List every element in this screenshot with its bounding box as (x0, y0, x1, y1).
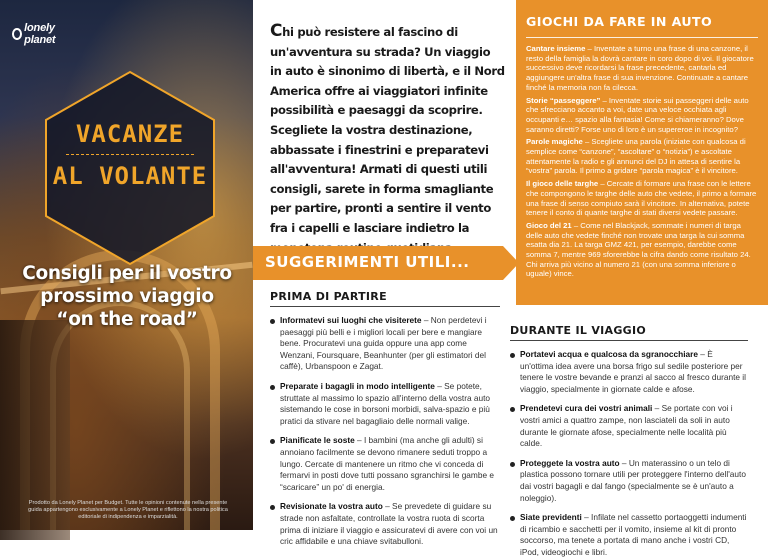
list-item (270, 381, 500, 427)
item-text: – Se prevedete di guidare su strade non asfaltate, controllate la vostra ruota di scorta prima di iniziare il viaggio e assicuratevi di avere con voi un cric affidabile e una chiave svitabulloni. (280, 501, 498, 547)
games-box (516, 0, 768, 305)
prima-heading: PRIMA DI PARTIRE (270, 290, 500, 307)
list-item (270, 315, 500, 373)
intro-text: hi può resistere al fascino di un'avventura su strada? Un viaggio in auto è sinonimo di libertà, e il Nord America offre ai viaggiatori infinite possibilità e paesaggi da scoprire. Scegliete la vostra destinazione, abbassate i finestrini e preparatevi all'avventura! Armati di questi utili consigli, sarete in forma smagliante per partire, pronti a sentire il vento fra i capelli e lasciare indietro la (270, 25, 505, 235)
list-item (270, 501, 500, 547)
game-item (526, 44, 758, 93)
game-item (526, 96, 758, 135)
game-title: Il gioco delle targhe (526, 179, 599, 189)
cover-title-line1: VACANZE (75, 120, 185, 148)
item-text: – I bambini (ma anche gli adulti) si annoiano facilmente se devono rimanere seduti troppo a lungo. Cercate di mantenere un ritmo che vi conceda di fermarvi in posti dove tutti possano sgranchirsi le gambe e “scaricare” un po' di energia. (280, 435, 494, 492)
item-text: – È un'ottima idea avere una borsa frigo sul sedile posteriore per tenere le vostre bevande e pranzi al sacco al fresco durante il viaggio, specialmente in giornate calde e afose. (520, 349, 746, 394)
globe-icon (12, 28, 22, 40)
game-text: – Scegliete una parola (iniziate con qualcosa di semplice come “canzone”, “ascoltare” o “notizia”) e ascoltate attentamente la radio e gli annunci del DJ in attesa di sentire la “vostra” parola. Il primo a gridare “parola magica” è il vincitore. (526, 137, 746, 176)
game-item (526, 137, 758, 176)
item-title: Siate previdenti (520, 512, 582, 523)
list-item (510, 512, 748, 558)
games-heading: GIOCHI DA FARE IN AUTO (526, 14, 758, 38)
game-title: Parole magiche (526, 137, 583, 147)
item-title: Pianificate le soste (280, 435, 355, 446)
item-title: Proteggete la vostra auto (520, 457, 620, 468)
item-title: Revisionate la vostra auto (280, 501, 383, 512)
game-text: – Cercate di formare una frase con le lettere che compongono le targhe delle auto che vedete, il primo a formare una frase di senso compiuto sarà il vincitore. In alternativa, potete tenere il conto di quante targhe di stati diversi vedete passare. (526, 179, 757, 218)
game-title: Storie “passeggere” (526, 95, 601, 105)
item-text: – Infilate nel cassetto portaoggetti indumenti di ricambio e sacchetti per il vomito, insieme al kit di pronto soccorso, ma tenete a portata di mano anche i vostri CD, iPod, videogiochi e libri. (520, 512, 747, 557)
cover-panel (0, 0, 253, 530)
item-text: – Un materassino o un telo di plastica possono tornare utili per proteggere l'interno dell'auto dai vostri bagagli e dal fango (specialmente se è un'auto a noleggio). (520, 457, 746, 503)
durante-heading: DURANTE IL VIAGGIO (510, 324, 748, 341)
item-title: Informatevi sui luoghi che visiterete (280, 315, 422, 325)
tips-banner (253, 246, 503, 280)
cover-tagline: Consigli per il vostro prossimo viaggio “on the road” (22, 263, 232, 330)
cover-disclaimer: Prodotto da Lonely Planet per Budget. Tutte le opinioni contenute nella presente guida appartengono esclusivamente a Lonely Planet e riflettono la nostra politica editoriale di indipendenza e imparzialità. (28, 500, 228, 520)
game-title: Gioco del 21 (526, 220, 572, 230)
durante-list (510, 349, 748, 559)
bridge-arch-inner-illustration (50, 300, 190, 530)
intro-drop-letter: C (270, 21, 283, 41)
list-item (510, 349, 748, 395)
prima-list (270, 315, 500, 548)
lonely-planet-logo (12, 14, 74, 54)
title-hexagon (44, 70, 216, 266)
intro-paragraph (270, 22, 505, 258)
game-title: Cantare insieme (526, 44, 586, 53)
item-title: Preparate i bagagli in modo intelligente (280, 380, 435, 391)
section-prima-di-partire (270, 290, 500, 548)
item-text: – Non perdetevi i paesaggi più belli e i migliori locali per bere e mangiare bene. Procuratevi una guida oppure una app come Wenzani, Foursquare, Beanhunter (per gli estimatori del caffè), Urbanspoon e Zagat. (280, 315, 487, 372)
logo-text: lonely planet (24, 22, 56, 46)
game-item (526, 221, 758, 279)
section-durante-il-viaggio (510, 324, 748, 559)
item-text: – Se portate con voi i vostri amici a quattro zampe, non lasciateli da soli in auto durante le giornate afose, specialmente nelle località più calde. (520, 403, 733, 449)
list-item (510, 458, 748, 504)
title-divider (66, 154, 194, 155)
list-item (270, 435, 500, 493)
list-item (510, 403, 748, 449)
item-title: Portatevi acqua e qualcosa da sgranocchiare (520, 349, 698, 359)
cover-title-line2: AL VOLANTE (52, 162, 208, 190)
game-text: – Come nel Blackjack, sommate i numeri di targa delle auto che vedete finché non trovate una targa la cui somma esatta dia 21. La targa GMZ 421, per esempio, darebbe come somma 7, mentre 969 sforerebbe la cifra dando come risultato 24. Chi arriva più vicino al numero 21 (con una somma inferiore o uguale) vince. (526, 220, 751, 279)
item-text: – Se potete, struttate al massimo lo spazio all'interno della vostra auto sistemando le cose in borsoni morbidi, salva-spazio e più pratici da stivare nel bagagliaio delle normali valige. (280, 380, 491, 426)
item-title: Prendetevi cura dei vostri animali (520, 403, 653, 414)
game-item (526, 179, 758, 218)
game-text: – Inventate a turno una frase di una canzone, il resto della famiglia la dovrà cantare in coro dopo di voi. Il giocatore successivo deve ricordarsi la frase precedente, cantarla ed aggiungere un'altra frase di sua invenzione. Continuate a cantare finché la memoria non fa cilecca. (526, 44, 754, 92)
tips-banner-title: SUGGERIMENTI UTILI... (265, 253, 470, 271)
game-text: – Inventate storie sui passeggeri delle auto che sfrecciano accanto a voi, date una veloce occhiata agli occupanti e… spazio alla fantasia! Come si chiameranno? Dove saranno diretti? Forse uno di loro è un supereroe in incognito? (526, 95, 749, 134)
